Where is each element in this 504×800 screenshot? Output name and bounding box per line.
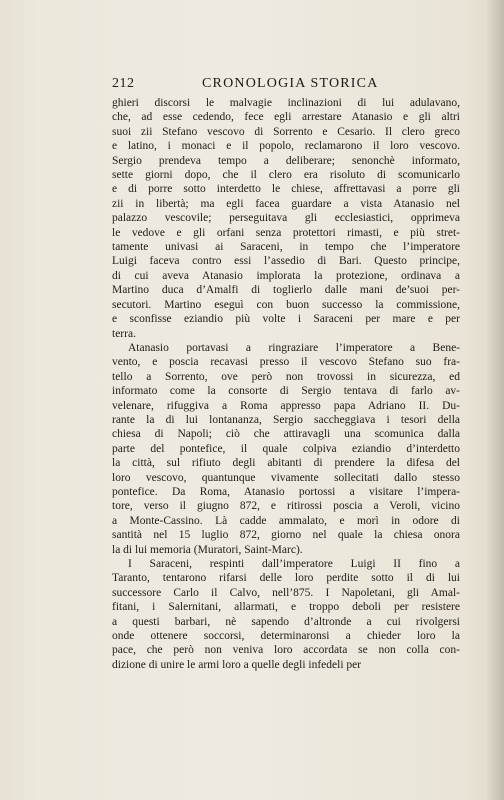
text-line: di cui aveva Atanasio implorata la protezione, ordinava a [112, 269, 460, 282]
text-line: Sergio prendeva tempo a deliberare; senonchè informato, [112, 154, 460, 167]
text-line: parte del pontefice, il quale colpiva eziandio d’interdetto [112, 442, 460, 455]
text-line: che, ad esse cedendo, fece egli arrestare Atanasio e gli altri [112, 111, 460, 124]
text-line: terra. [112, 327, 136, 340]
text-line: fitani, i Salernitani, allarmati, e troppo deboli per resistere [112, 601, 460, 614]
page-number: 212 [112, 76, 135, 91]
page-header [112, 74, 460, 94]
text-line: la di lui memoria (Muratori, Saint-Marc). [112, 543, 303, 556]
text-line: suoi zii Stefano vescovo di Sorrento e Cesario. Il clero greco [112, 125, 460, 138]
text-line: e latino, i monaci e il popolo, reclamarono il loro vescovo. [112, 140, 460, 153]
text-line: santità nel 15 luglio 872, giorno nel quale la chiesa onora [112, 529, 460, 542]
text-line: pace, che però non veniva loro accordata se non colla con- [112, 644, 460, 657]
text-line: la città, sul rifiuto degli abitanti di prendere la difesa del [112, 457, 460, 470]
text-line: I Saraceni, respinti dall’imperatore Luigi II fino a [128, 558, 460, 570]
text-line: secutori. Martino eseguì con buon successo la commissione, [112, 298, 460, 311]
body-text [112, 96, 460, 736]
page-edge-shadow [486, 0, 504, 800]
text-line: a questi barbari, nè sapendo d’altronde a cui rivolgersi [112, 615, 460, 628]
text-line: velenare, rifuggiva a Roma appresso papa Adriano II. Du- [112, 399, 460, 412]
text-line: sette giorni dopo, che il clero era risoluto di scomunicarlo [112, 169, 460, 182]
text-line: Luigi faceva contro essi l’assedio di Bari. Questo principe, [112, 255, 460, 268]
text-line: le vedove e gli orfani senza protettori rimasti, e più stret- [112, 226, 460, 239]
text-line: e sconfisse eziandio più volte i Saraceni per mare e per [112, 313, 460, 326]
paragraph [112, 341, 460, 557]
text-line: Atanasio portavasi a ringraziare l’imperatore a Bene- [128, 341, 460, 354]
text-line: loro vescovo, quantunque vivamente sollecitati dallo stesso [112, 471, 460, 484]
text-line: dizione di unire le armi loro a quelle degli infedeli per [112, 658, 362, 671]
text-line: palazzo vescovile; perseguitava gli ecclesiastici, opprimeva [112, 212, 460, 225]
text-line: a Monte-Cassino. Là cadde ammalato, e morì in odore di [112, 514, 460, 527]
text-line: ghieri discorsi le malvagie inclinazioni di lui adulavano, [112, 97, 460, 109]
text-line: onde ottenere soccorsi, determinaronsi a chieder loro la [112, 630, 460, 643]
text-line: successore Carlo il Calvo, nell’875. I Napoletani, gli Amal- [112, 586, 460, 599]
text-line: informato come la consorte di Sergio tentava di farlo av- [112, 385, 460, 398]
text-line: zii in libertà; ma egli facea guardare a vista Atanasio nel [112, 197, 460, 210]
text-line: chiesa di Napoli; ciò che attiravagli una scomunica dalla [112, 428, 460, 441]
text-line: tamente univasi ai Saraceni, in tempo che l’imperatore [112, 241, 460, 254]
text-line: vento, e poscia recavasi presso il vescovo Stefano suo fra- [112, 356, 460, 369]
text-line: tore, verso il giugno 872, e ritirossi poscia a Veroli, vicino [112, 500, 460, 513]
paragraph [112, 96, 460, 341]
text-line: pontefice. Da Roma, Atanasio portossi a visitare l’impera- [112, 485, 460, 498]
text-line: rante la di lui lontananza, Sergio saccheggiava i tesori della [112, 413, 460, 426]
paragraph [112, 557, 460, 672]
running-title: CRONOLOGIA STORICA [202, 76, 379, 91]
text-line: Martino duca d’Amalfi di toglierlo dalle mani de’suoi per- [112, 284, 460, 297]
text-line: tello a Sorrento, ove però non trovossi in sicurezza, ed [112, 370, 460, 383]
text-line: e di porre sotto interdetto le chiese, affrettavasi a porre gli [112, 183, 460, 196]
text-line: Taranto, tentarono rifarsi delle loro perdite sotto il di lui [112, 572, 460, 585]
